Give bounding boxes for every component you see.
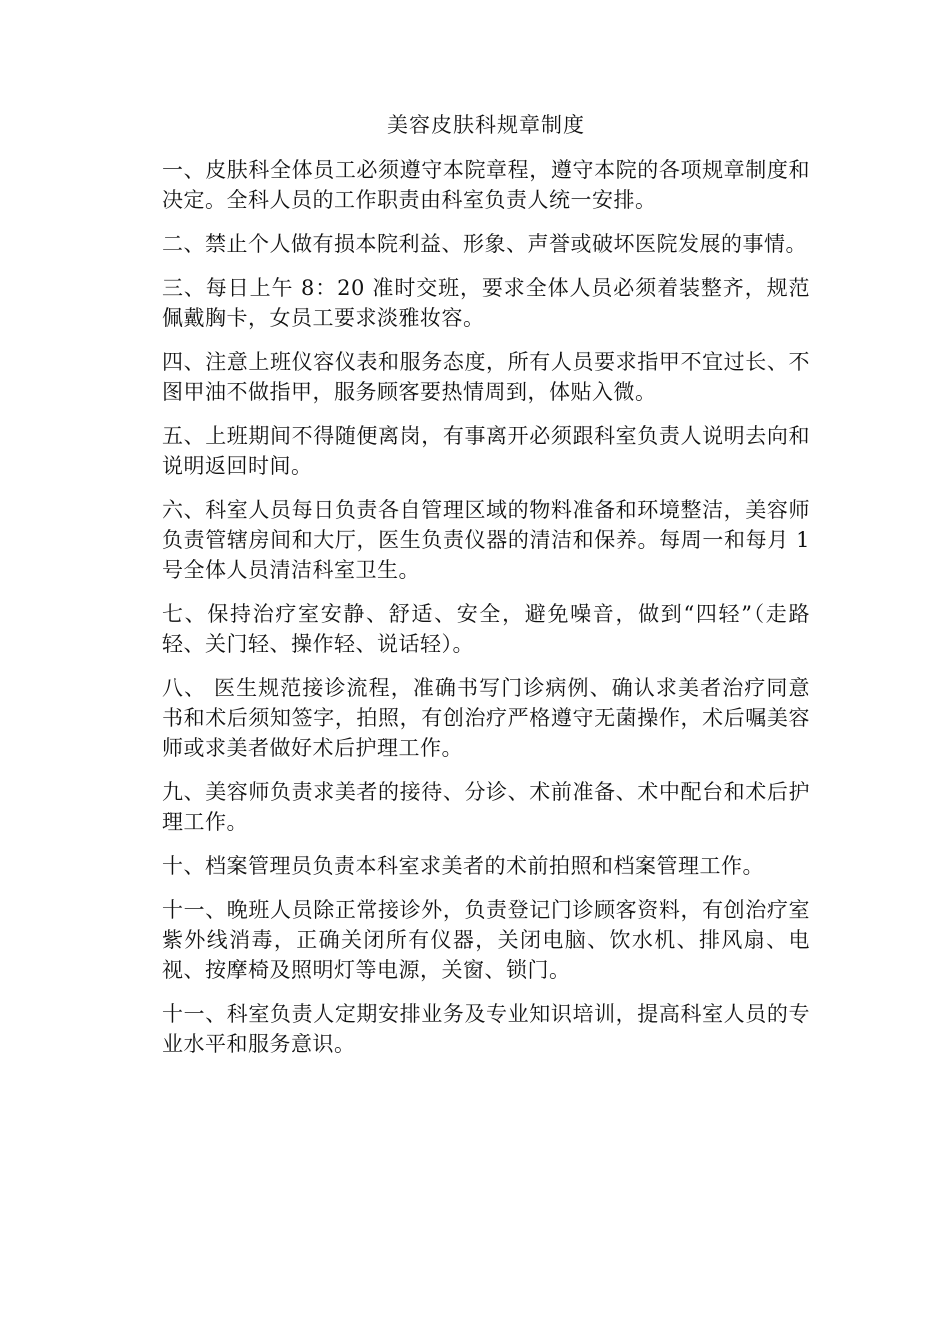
document-page — [162, 110, 810, 1073]
rule-9: 九、美容师负责求美者的接待、分诊、术前准备、术中配台和术后护理工作。 — [162, 780, 810, 834]
rule-5: 五、上班期间不得随便离岗，有事离开必须跟科室负责人说明去向和说明返回时间。 — [162, 424, 810, 478]
rule-12: 十一、科室负责人定期安排业务及专业知识培训，提高科室人员的专业水平和服务意识。 — [162, 1002, 810, 1056]
rule-2: 二、禁止个人做有损本院利益、形象、声誉或破坏医院发展的事情。 — [162, 232, 807, 256]
rule-11: 十一、晚班人员除正常接诊外，负责登记门诊顾客资料，有创治疗室紫外线消毒，正确关闭所有仪器，关闭电脑、饮水机、排风扇、电视、按摩椅及照明灯等电源，关窗、锁门。 — [162, 898, 810, 982]
document-title: 美容皮肤科规章制度 — [387, 113, 585, 137]
rule-4: 四、注意上班仪容仪表和服务态度，所有人员要求指甲不宜过长、不图甲油不做指甲，服务顾客要热情周到，体贴入微。 — [162, 350, 810, 404]
rule-7: 七、保持治疗室安静、舒适、安全，避免噪音，做到“四轻”（走路轻、关门轻、操作轻、说话轻）。 — [162, 602, 810, 656]
rule-10: 十、档案管理员负责本科室求美者的术前拍照和档案管理工作。 — [162, 854, 764, 878]
rule-8: 八、 医生规范接诊流程，准确书写门诊病例、确认求美者治疗同意书和术后须知签字，拍照，有创治疗严格遵守无菌操作，术后嘱美容师或求美者做好术后护理工作。 — [162, 676, 810, 760]
rule-3: 三、每日上午 8：20 准时交班，要求全体人员必须着装整齐，规范佩戴胸卡，女员工要求淡雅妆容。 — [162, 276, 810, 330]
rule-6: 六、科室人员每日负责各自管理区域的物料准备和环境整洁，美容师负责管辖房间和大厅，医生负责仪器的清洁和保养。每周一和每月 1 号全体人员清洁科室卫生。 — [162, 498, 810, 582]
rule-1: 一、皮肤科全体员工必须遵守本院章程，遵守本院的各项规章制度和决定。全科人员的工作职责由科室负责人统一安排。 — [162, 158, 810, 212]
